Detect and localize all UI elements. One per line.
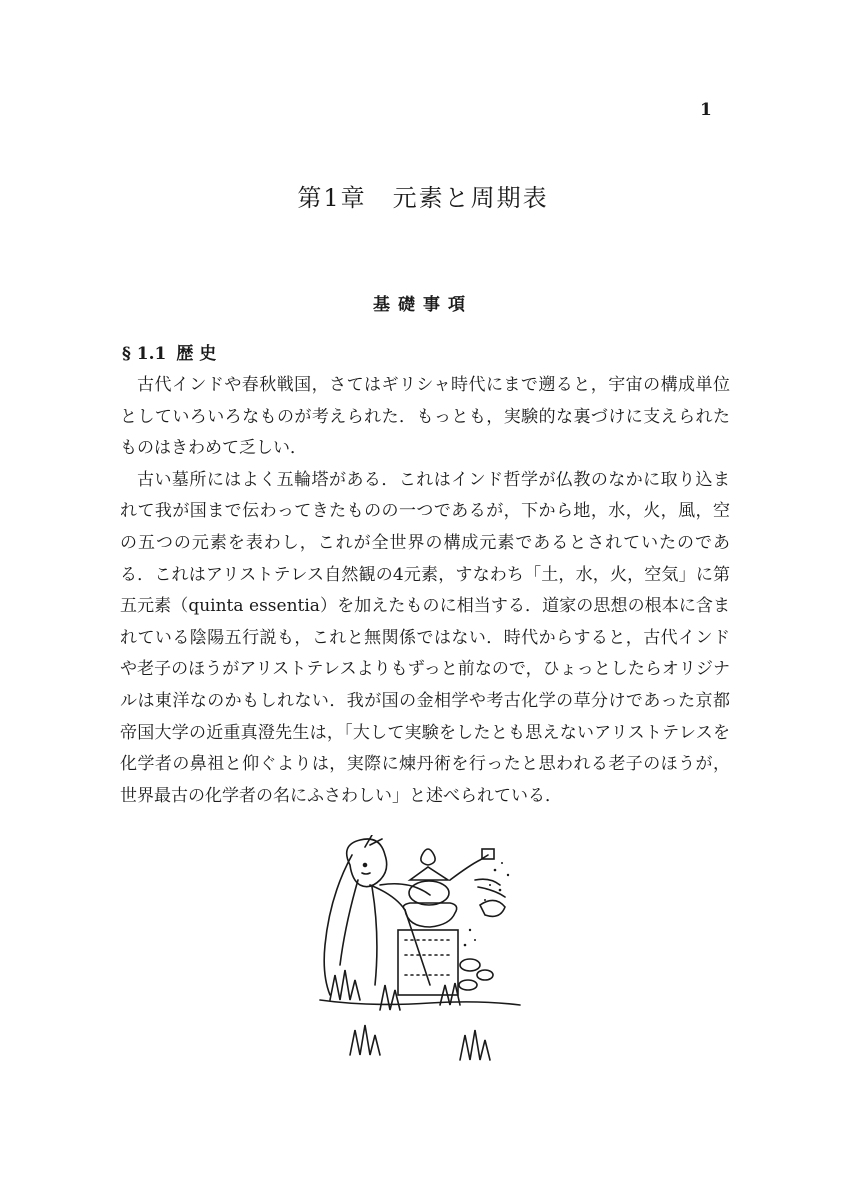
paragraph-1: 古代インドや春秋戦国，さてはギリシャ時代にまで遡ると，宇宙の構成単位としていろいろなものが考えられた．もっとも，実験的な裏づけに支えられたものはきわめて乏しい．: [120, 375, 730, 459]
subsection-heading: [122, 339, 226, 364]
page-number: 1: [700, 100, 712, 120]
body-text: [120, 370, 730, 812]
subsection-title: 歴 史: [176, 344, 217, 364]
subsection-number: § 1.1: [122, 344, 167, 364]
section-heading: 基礎事項: [373, 295, 473, 315]
paragraph-2: 古い墓所にはよく五輪塔がある．これはインド哲学が仏教のなかに取り込まれて我が国まで伝わってきたものの一つであるが，下から地，水，火，風，空の五つの元素を表わし，これが全世界の構成元素であるとされていたのである．これはアリストテレス自然観の4元素，すなわち「土，水，火，空気」に第五元素（quinta essentia）を加えたものに相当する．道家の思想の根本に含まれている陰陽五行説も，これと無関係ではない．時代からすると，古代インドや老子のほうがアリストテレスよりもずっと前なので，ひょっとしたらオリジナルは東洋なのかもしれない．我が国の金相学や考古化学の草分けであった京都帝国大学の近重真澄先生は，「大して実験をしたとも思えないアリストテレスを化学者の鼻祖と仰ぐよりは，実際に煉丹術を行ったと思われる老子のほうが，世界最古の化学者の名にふさわしい」と述べられている．: [120, 469, 730, 806]
chapter-title: 第1章 元素と周期表: [297, 184, 549, 212]
gorinto-figure-illustration: [310, 835, 540, 1065]
